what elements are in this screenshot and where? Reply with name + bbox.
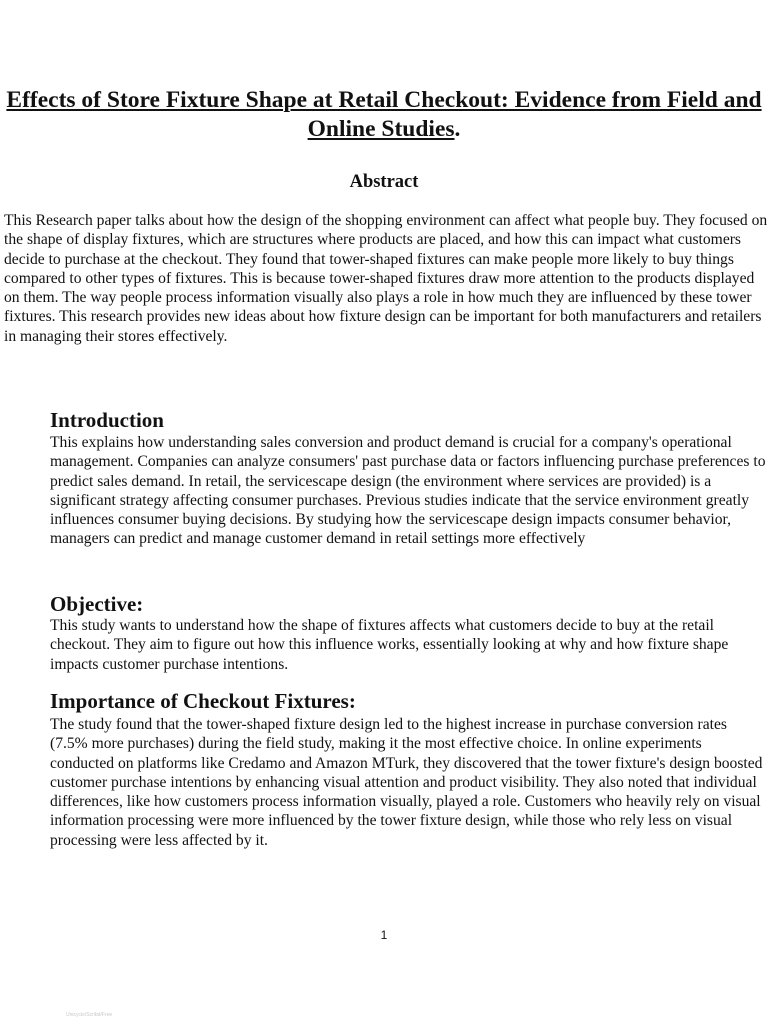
objective-heading: Objective: (50, 592, 144, 616)
paper-title (0, 86, 768, 144)
abstract-text: This Research paper talks about how the design of the shopping environment can affect what people buy. They focused on the shape of display fixtures, which are structures where products are placed, and how this can impact what customers decide to purchase at the checkout. They found that tower-shaped fixtures can make people more likely to buy things compared to other types of fixtures. This is because tower-shaped fixtures draw more attention to the products displayed on them. The way people process information visually also plays a role in how much they are influenced by these tower fixtures. This research provides new ideas about how fixture design can be important for both manufacturers and retailers in managing their stores effectively. (4, 212, 768, 345)
introduction-text: This explains how understanding sales conversion and product demand is crucial for a company's operational management. Companies can analyze consumers' past purchase data or factors influencing purchase preferences to predict sales demand. In retail, the servicescape design (the environment where services are provided) is a significant strategy affecting consumer purchases. Previous studies indicate that the service environment greatly influences consumer buying decisions. By studying how the servicescape design impacts consumer behavior, managers can predict and manage customer demand in retail settings more effectively (50, 434, 766, 548)
page-number: 1 (380, 928, 388, 942)
introduction-heading: Introduction (50, 408, 164, 432)
paper-title-period: . (454, 116, 461, 142)
abstract-heading: Abstract (349, 172, 419, 192)
paper-title-text: Effects of Store Fixture Shape at Retail Checkout: Evidence from Field and Online Studies (6, 87, 762, 142)
footer-watermark: Unicycle/Scribd/Free (66, 1012, 113, 1018)
importance-heading: Importance of Checkout Fixtures: (50, 689, 356, 713)
importance-text: The study found that the tower-shaped fixture design led to the highest increase in purchase conversion rates (7.5% more purchases) during the field study, making it the most effective choice. In online experiments conducted on platforms like Credamo and Amazon MTurk, they discovered that the tower fixture's design boosted customer purchase intentions by enhancing visual attention and product visibility. They also noted that individual differences, like how customers process information visually, played a role. Customers who heavily rely on visual information processing were more influenced by the tower fixture design, while those who rely less on visual processing were less affected by it. (50, 716, 763, 849)
objective-text: This study wants to understand how the shape of fixtures affects what customers decide to buy at the retail checkout. They aim to figure out how this influence works, essentially looking at why and how fixture shape impacts customer purchase intentions. (50, 617, 729, 673)
